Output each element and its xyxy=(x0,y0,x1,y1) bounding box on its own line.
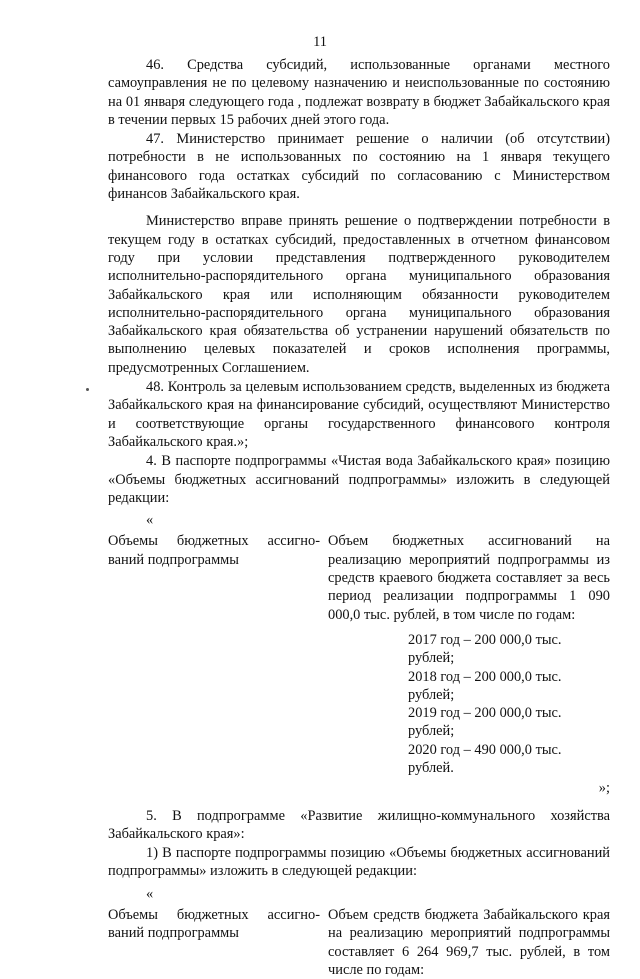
row-value: Объем средств бюджета Забайкальского края на реализацию мероприятий подпрограммы составляет 6 264 969,7 тыс. рублей, в том числе по годам: xyxy=(328,907,610,978)
paragraph-item-4: 4. В паспорте подпрограммы «Чистая вода Забайкальского края» позицию «Объемы бюджетных ассигнований подпрограммы» изложить в следующей редакции: xyxy=(108,453,610,506)
paragraph-46: 46. Средства субсидий, использованные органами местного самоуправления не по целевому назначению и неиспользованные по состоянию на 01 января следующего года , подлежат возврату в бюджет Забайкальского края в течении первых 15 рабочих дней этого года. xyxy=(108,57,610,128)
paragraph-item-5-1: 1) В паспорте подпрограммы позицию «Объемы бюджетных ассигнований подпрограммы» изложить в следующей редакции: xyxy=(108,845,610,880)
quote-open-mark: « xyxy=(146,512,154,529)
row-label: Объемы бюджетных ассигно-ваний подпрограммы xyxy=(108,533,320,568)
quote-open-mark-2: « xyxy=(146,885,154,902)
row-label: Объемы бюджетных ассигно-ваний подпрограммы xyxy=(108,907,320,942)
year-item: 2019 год – 200 000,0 тыс. рублей; xyxy=(408,705,562,740)
paragraph-47: 47. Министерство принимает решение о наличии (об отсутствии) потребности в не использованных по состоянию на 1 января текущего финансового года остатках субсидий по согласованию с Министерством финансов Забайкальского края. xyxy=(108,131,610,203)
paragraph-confirmation: Министерство вправе принять решение о подтверждении потребности в текущем году в остатках субсидий, предоставленных в отчетном финансовом году при условии представления подтвержденного руководителем исполнительно-распорядительного органа муниципального образования Забайкальского края или исполняющим обязанности руководителем исполнительно-распорядительного органа муниципального образования Забайкальского края обязательства об устранении нарушений обязательств по выполнению целевых показателей и сроков исполнения программы, предусмотренных Соглашением. xyxy=(108,213,610,376)
page-number: 11 xyxy=(313,34,327,50)
row-value-text: Объем бюджетных ассигнований на реализацию мероприятий подпрограммы из средств краевого бюджета составляет за весь период реализации подпрограммы 1 090 000,0 тыс. рублей, в том числе по годам: xyxy=(328,533,610,623)
passport-row-housing xyxy=(108,906,610,979)
year-item: 2020 год – 490 000,0 тыс. рублей. xyxy=(408,741,562,776)
paragraph-item-5: 5. В подпрограмме «Развитие жилищно-коммунального хозяйства Забайкальского края»: xyxy=(108,807,610,842)
passport-row-clean-water xyxy=(108,532,610,777)
scan-mark xyxy=(86,388,89,391)
document-body xyxy=(108,56,610,979)
year-item: 2018 год – 200 000,0 тыс. рублей; xyxy=(408,668,562,703)
paragraph-48: 48. Контроль за целевым использованием средств, выделенных из бюджета Забайкальского края на финансирование субсидий, осуществляют Министерство и соответствующие органы государственного финансового контроля Забайкальского края.»; xyxy=(108,379,610,450)
quote-close-mark: »; xyxy=(598,780,610,797)
row-value xyxy=(320,532,610,777)
year-item: 2017 год – 200 000,0 тыс. рублей; xyxy=(408,631,562,667)
years-list xyxy=(328,631,610,777)
